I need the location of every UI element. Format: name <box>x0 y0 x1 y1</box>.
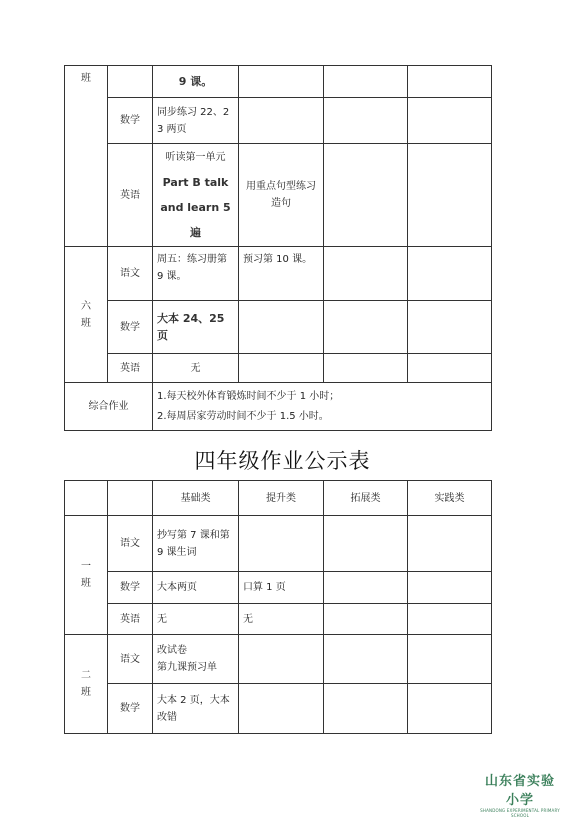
table-row <box>65 98 492 144</box>
table-row <box>65 383 492 431</box>
subject-cell: 英语 <box>108 144 153 247</box>
basic-cell: 同步练习 22、23 两页 <box>153 98 239 144</box>
header-row <box>65 481 492 516</box>
basic-cell: 9 课。 <box>153 66 239 98</box>
basic-cell: 大本两页 <box>153 572 239 604</box>
extend-cell <box>324 354 408 383</box>
practice-cell <box>408 684 492 734</box>
header-extend: 拓展类 <box>324 481 408 516</box>
basic-cell: 大本 24、25 页 <box>153 301 239 354</box>
extend-cell <box>324 635 408 684</box>
practice-cell <box>408 98 492 144</box>
subject-cell: 数学 <box>108 301 153 354</box>
basic-cell: 无 <box>153 604 239 635</box>
improve-cell <box>239 684 324 734</box>
basic-cell <box>153 144 239 247</box>
table-row <box>65 144 492 247</box>
practice-cell <box>408 516 492 572</box>
basic-text-line: 改试卷 <box>157 645 187 656</box>
basic-cell: 抄写第 7 课和第 9 课生词 <box>153 516 239 572</box>
page-title: 四年级作业公示表 <box>194 449 371 473</box>
extend-cell <box>324 572 408 604</box>
table-row <box>65 516 492 572</box>
class-label-line: 班 <box>81 687 91 698</box>
subject-cell <box>108 66 153 98</box>
extend-cell <box>324 144 408 247</box>
improve-cell: 用重点句型练习造句 <box>239 144 324 247</box>
extend-cell <box>324 247 408 301</box>
table-row <box>65 604 492 635</box>
basic-text-line: 听读第一单元 <box>165 152 226 163</box>
practice-cell <box>408 66 492 98</box>
subject-cell: 语文 <box>108 635 153 684</box>
homework-table-grade4 <box>64 480 492 734</box>
class-label <box>65 635 108 734</box>
class-label-line: 二 <box>81 670 91 681</box>
class-label-line: 一 <box>81 561 91 572</box>
improve-cell <box>239 98 324 144</box>
basic-cell <box>153 635 239 684</box>
header-practice: 实践类 <box>408 481 492 516</box>
comprehensive-line: 1.每天校外体育锻炼时间不少于 1 小时； <box>157 390 340 402</box>
class-label-line: 班 <box>81 317 91 329</box>
improve-cell: 无 <box>239 604 324 635</box>
improve-cell <box>239 516 324 572</box>
extend-cell <box>324 98 408 144</box>
practice-cell <box>408 604 492 635</box>
basic-cell: 周五：练习册第 9 课。 <box>153 247 239 301</box>
basic-cell: 大本 2 页，大本改错 <box>153 684 239 734</box>
improve-cell <box>239 354 324 383</box>
table-row <box>65 301 492 354</box>
table-row <box>65 247 492 301</box>
table-row <box>65 572 492 604</box>
improve-cell <box>239 635 324 684</box>
header-blank-cell <box>108 481 153 516</box>
subject-cell: 英语 <box>108 354 153 383</box>
practice-cell <box>408 301 492 354</box>
extend-cell <box>324 66 408 98</box>
practice-cell <box>408 354 492 383</box>
extend-cell <box>324 516 408 572</box>
practice-cell <box>408 572 492 604</box>
class-label <box>65 247 108 383</box>
practice-cell <box>408 247 492 301</box>
homework-table-upper <box>64 65 492 431</box>
table-row <box>65 684 492 734</box>
basic-text-line: and learn 5 遍 <box>160 201 231 239</box>
practice-cell <box>408 635 492 684</box>
improve-cell: 预习第 10 课。 <box>239 247 324 301</box>
subject-cell: 数学 <box>108 684 153 734</box>
header-blank-cell <box>65 481 108 516</box>
class-label: 班 <box>65 66 108 247</box>
extend-cell <box>324 604 408 635</box>
comprehensive-cell <box>153 383 492 431</box>
school-logo-subtitle: SHANDONG EXPERIMENTAL PRIMARY SCHOOL <box>480 808 560 818</box>
subject-cell: 英语 <box>108 604 153 635</box>
comprehensive-line: 2.每周居家劳动时间不少于 1.5 小时。 <box>157 410 329 422</box>
improve-cell <box>239 66 324 98</box>
improve-cell <box>239 301 324 354</box>
table-row <box>65 66 492 98</box>
comprehensive-label: 综合作业 <box>65 383 153 431</box>
basic-text-line: 第九课预习单 <box>157 662 217 673</box>
header-basic: 基础类 <box>153 481 239 516</box>
class-label-line: 六 <box>81 300 91 312</box>
basic-text-line: Part B talk <box>162 176 229 189</box>
improve-cell: 口算 1 页 <box>239 572 324 604</box>
subject-cell: 语文 <box>108 516 153 572</box>
subject-cell: 语文 <box>108 247 153 301</box>
school-logo-name: 山东省实验小学 <box>484 774 555 808</box>
subject-cell: 数学 <box>108 572 153 604</box>
table-row <box>65 354 492 383</box>
class-label <box>65 516 108 635</box>
school-logo <box>480 770 560 818</box>
practice-cell <box>408 144 492 247</box>
class-label-line: 班 <box>81 578 91 589</box>
basic-cell: 无 <box>153 354 239 383</box>
extend-cell <box>324 684 408 734</box>
table-row <box>65 635 492 684</box>
extend-cell <box>324 301 408 354</box>
subject-cell: 数学 <box>108 98 153 144</box>
header-improve: 提升类 <box>239 481 324 516</box>
